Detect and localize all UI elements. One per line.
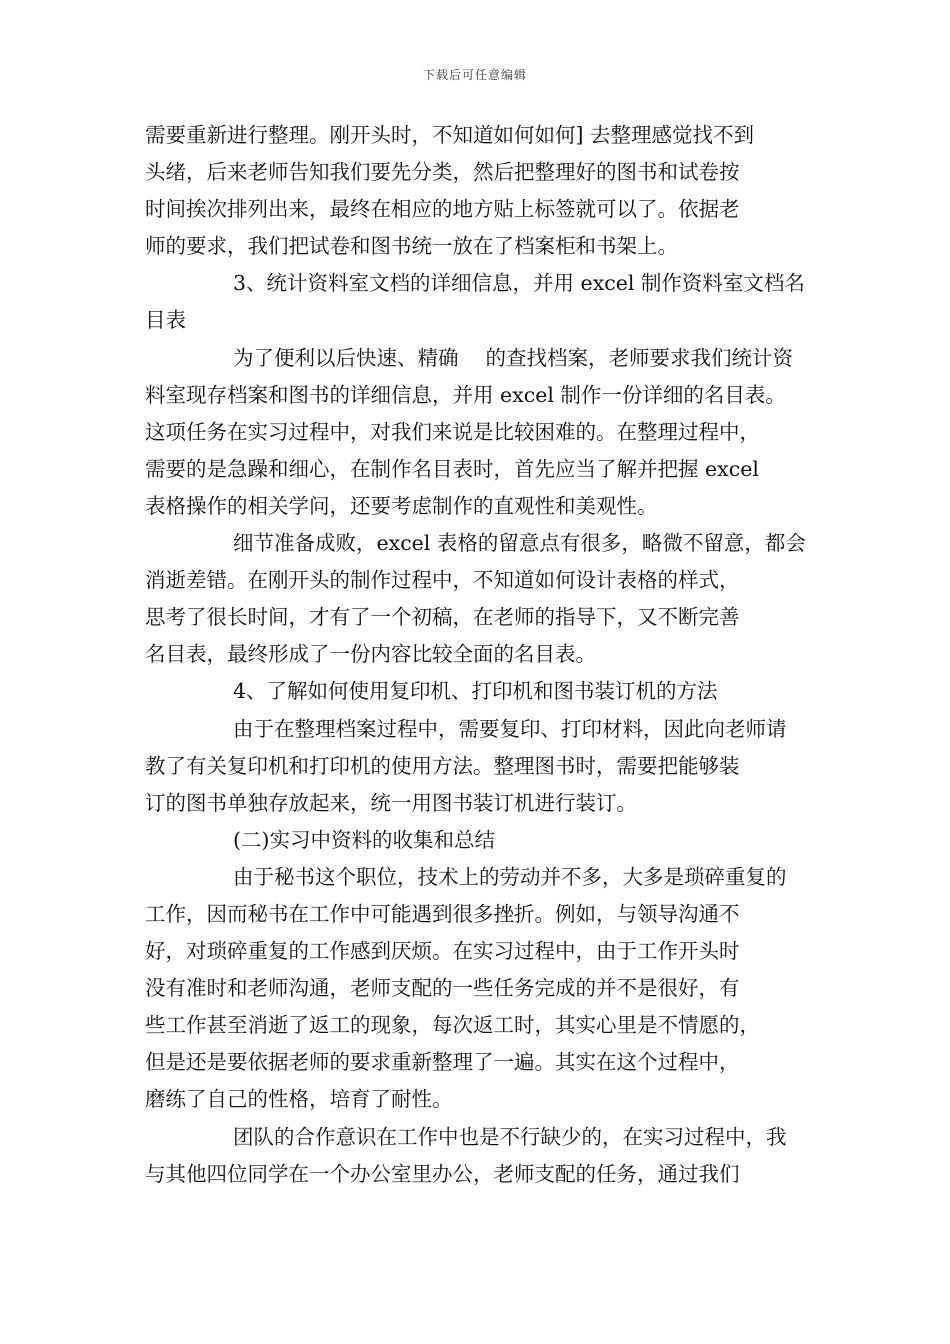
paragraph-8-line-7: 磨练了自己的性格，培育了耐性。 — [145, 1087, 453, 1112]
paragraph-5-line-1: 4、了解如何使用复印机、打印机和图书装订机的方法 — [233, 679, 718, 704]
paragraph-3-line-4: 需要的是急躁和细心，在制作名目表时，首先应当了解并把握 excel — [145, 456, 759, 481]
paragraph-3-line-1: 为了便利以后快速、精确 的查找档案，老师要求我们统计资 — [233, 345, 794, 370]
paragraph-4-line-3: 思考了很长时间，才有了一个初稿，在老师的指导下，又不断完善 — [145, 605, 740, 630]
paragraph-2-line-2: 目表 — [145, 308, 186, 333]
paragraph-4-line-2: 消逝差错。在刚开头的制作过程中，不知道如何设计表格的样式， — [145, 568, 740, 593]
paragraph-4-line-1: 细节准备成败，excel 表格的留意点有很多，略微不留意，都会 — [233, 531, 806, 556]
paragraph-8-line-6: 但是还是要依据老师的要求重新整理了一遍。其实在这个过程中， — [145, 1050, 740, 1075]
paragraph-8-line-4: 没有准时和老师沟通，老师支配的一些任务完成的并不是很好，有 — [145, 976, 740, 1001]
paragraph-8-line-2: 工作，因而秘书在工作中可能遇到很多挫折。例如，与领导沟通不 — [145, 901, 740, 926]
paragraph-1-line-1: 需要重新进行整理。刚开头时，不知道如何如何] 去整理感觉找不到 — [145, 123, 755, 147]
paragraph-6-line-1: 由于在整理档案过程中，需要复印、打印材料，因此向老师请 — [233, 716, 787, 741]
paragraph-1-line-2: 头绪，后来老师告知我们要先分类，然后把整理好的图书和试卷按 — [145, 160, 740, 185]
paragraph-3-line-2: 料室现存档案和图书的详细信息，并用 excel 制作一份详细的名目表。 — [145, 382, 786, 407]
paragraph-2-line-1: 3、统计资料室文档的详细信息，并用 excel 制作资料室文档名 — [233, 271, 805, 296]
paragraph-6-line-3: 订的图书单独存放起来，统一用图书装订机进行装订。 — [145, 790, 637, 815]
paragraph-4-line-4: 名目表，最终形成了一份内容比较全面的名目表。 — [145, 642, 596, 667]
paragraph-6-line-2: 教了有关复印机和打印机的使用方法。整理图书时，需要把能够装 — [145, 753, 740, 778]
paragraph-8-line-3: 好，对琐碎重复的工作感到厌烦。在实习过程中，由于工作开头时 — [145, 939, 740, 964]
paragraph-1-line-3: 时间挨次排列出来，最终在相应的地方贴上标签就可以了。依据老 — [145, 197, 740, 222]
paragraph-3-line-3: 这项任务在实习过程中，对我们来说是比较困难的。在整理过程中， — [145, 419, 760, 444]
paragraph-3-line-5: 表格操作的相关学问，还要考虑制作的直观性和美观性。 — [145, 493, 658, 518]
paragraph-9-line-2: 与其他四位同学在一个办公室里办公，老师支配的任务，通过我们 — [145, 1161, 740, 1186]
paragraph-1-line-4: 师的要求，我们把试卷和图书统一放在了档案柜和书架上。 — [145, 234, 678, 259]
paragraph-9-line-1: 团队的合作意识在工作中也是不行缺少的，在实习过程中，我 — [233, 1124, 787, 1149]
page-header: 下载后可任意编辑 — [422, 68, 527, 82]
paragraph-7-line-1: (二)实习中资料的收集和总结 — [233, 827, 495, 852]
document-body — [145, 117, 815, 1193]
paragraph-8-line-1: 由于秘书这个职位，技术上的劳动并不多，大多是琐碎重复的 — [233, 864, 787, 889]
paragraph-8-line-5: 些工作甚至消逝了返工的现象，每次返工时，其实心里是不情愿的， — [145, 1013, 760, 1038]
